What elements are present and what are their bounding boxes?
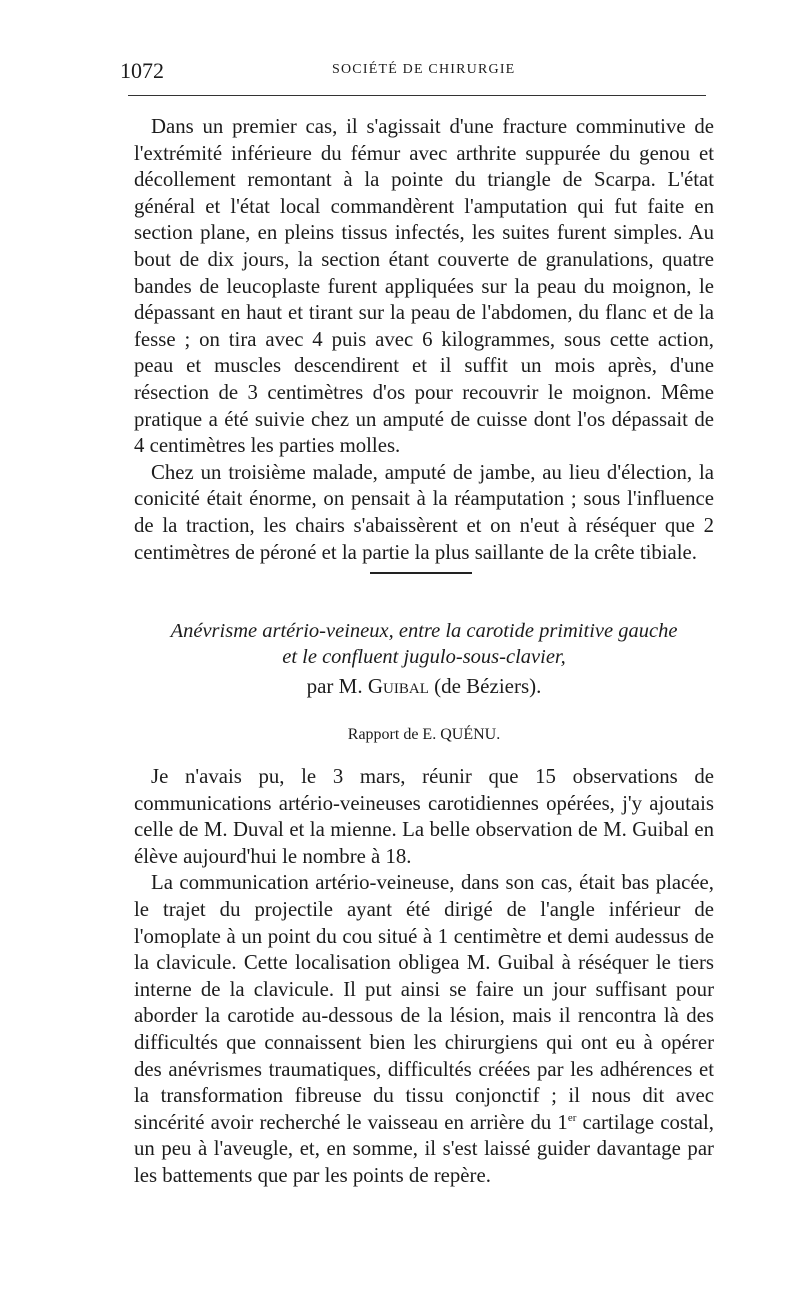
section-1-text bbox=[134, 114, 714, 566]
section-2-text bbox=[134, 764, 714, 1190]
article-title bbox=[134, 618, 714, 670]
paragraph-text: cartilage costal, un peu à l'aveugle, et, en somme, il s'est laissé guider davantage par les battements que par les points de repère. bbox=[134, 1110, 714, 1187]
byline bbox=[134, 674, 714, 699]
page-header bbox=[120, 56, 716, 90]
paragraph: Je n'avais pu, le 3 mars, réunir que 15 observations de communications artério-veineuses carotidiennes opérées, j'y ajoutais celle de M. Duval et la mienne. La belle observation de M. Guibal en élève aujourd'hui le nombre à 18. bbox=[134, 765, 714, 868]
paragraph: Chez un troisième malade, amputé de jambe, au lieu d'élection, la conicité était énorme, on pensait à la réamputation ; sous l'influence de la traction, les chairs s'abaissèrent et on n'eut à réséquer que 2 centimètres de péroné et la partie la plus saillante de la crête tibiale. bbox=[134, 460, 714, 564]
ordinal-superscript: er bbox=[567, 1111, 577, 1124]
header-rule bbox=[128, 95, 706, 96]
section-separator bbox=[370, 572, 472, 574]
page-number: 1072 bbox=[120, 58, 164, 83]
article-title-line-1: Anévrisme artério-veineux, entre la carotide primitive gauche bbox=[170, 620, 678, 642]
paragraph bbox=[134, 870, 714, 1189]
paragraph: Dans un premier cas, il s'agissait d'une fracture comminutive de l'extrémité inférieure du fémur avec arthrite suppurée du genou et décollement remontant à la pointe du triangle de Scarpa. L'état général et l'état local commandèrent l'amputation qui fut faite en section plane, en pleins tissus infectés, les suites furent simples. Au bout de dix jours, la section étant couverte de granulations, quatre bandes de leucoplaste furent appliquées sur la peau du moignon, le dépassant en haut et tirant sur la peau de l'abdomen, du flanc et de la fesse ; on tira avec 4 puis avec 6 kilogrammes, sous cette action, peau et muscles descendirent et il suffit un mois après, d'une résection de 3 centimètres d'os pour recouvrir le moignon. Même pratique a été suivie chez un amputé de cuisse dont l'os dépassait de 4 centimètres les parties molles. bbox=[134, 115, 714, 458]
running-title: SOCIÉTÉ DE CHIRURGIE bbox=[332, 62, 516, 77]
author-name: Guibal bbox=[367, 674, 429, 698]
author-city: (de Béziers). bbox=[434, 674, 542, 698]
report-prefix: Rapport de E. bbox=[347, 726, 437, 743]
article-title-line-2: et le confluent jugulo-sous-clavier, bbox=[282, 646, 566, 668]
byline-prefix: par M. bbox=[306, 674, 363, 698]
reporter-name: QUÉNU. bbox=[440, 726, 501, 743]
paragraph-text: La communication artério-veineuse, dans son cas, était bas placée, le trajet du projectile ayant été dirigé de l'angle inférieur de l'omoplate à un point du cou situé à 1 centimètre et demi audessus de la clavicule. Cette localisation obligea M. Guibal à réséquer le tiers interne de la clavicule. Il put ainsi se faire un jour suffisant pour aborder la carotide au-dessous de la lésion, mais il rencontra là des difficultés que connaissent bien les chirurgiens qui ont eu à opérer des anévrismes traumatiques, difficultés créées par les adhérences et la transformation fibreuse du tissu conjonctif ; il nous dit avec sincérité avoir recherché le vaisseau en arrière du 1 bbox=[134, 871, 714, 1134]
report-line bbox=[134, 726, 714, 744]
